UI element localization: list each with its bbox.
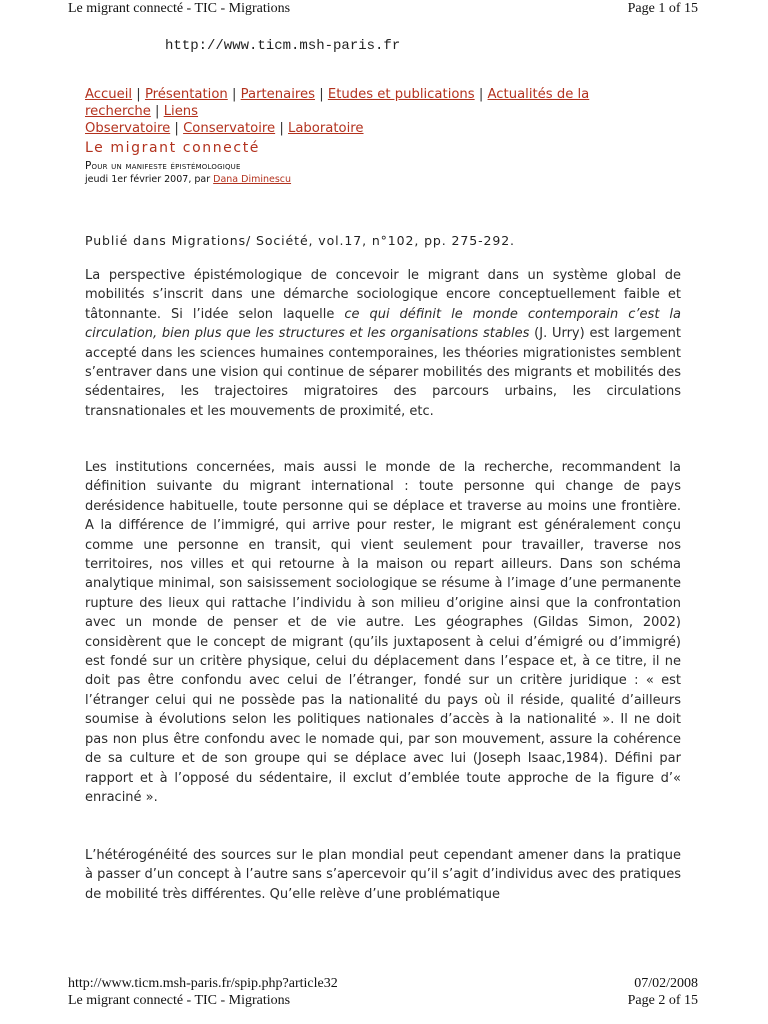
nav-link-laboratoire[interactable]: Laboratoire: [288, 121, 364, 136]
article-title: Le migrant connecté: [85, 140, 261, 156]
paragraph-1-text-b: (J. Urry) est largement accepté dans les sciences humaines contemporaines, les théories migrationistes semblent s’entraver dans une vision qui continue de séparer mobilités des migrants et mobilités des sédentaires, les trajectoires migratoires des parcours urbains, les circulations transnationales et les mouvements de proximité, etc.: [85, 326, 681, 419]
print-footer-page-number: Page 2 of 15: [627, 993, 698, 1008]
print-footer-title: Le migrant connecté - TIC - Migrations: [68, 993, 291, 1008]
nav-link-presentation[interactable]: Présentation: [144, 87, 228, 102]
article-subtitle: Pour un manifeste épistémologique: [85, 160, 241, 172]
nav-separator: |: [155, 104, 160, 119]
nav-separator: |: [319, 87, 324, 102]
print-header-page-number: Page 1 of 15: [627, 1, 698, 16]
nav-link-accueil[interactable]: Accueil: [85, 87, 133, 102]
paragraph-2: Les institutions concernées, mais aussi le monde de la recherche, recommandent la définition suivante du migrant international : toute personne qui change de pays derésidence habituelle, toute personne qui se déplace et traverse au moins une frontière. A la différence de l’immigré, qui arrive pour rester, le migrant est généralement conçu comme une personne en transit, qui vient seulement pour travailler, traverse nos territoires, nos villes et qui retourne à la maison ou repart ailleurs. Dans son schéma analytique minimal, son saisissement sociologique se résume à l’image d’une permanente rupture des lieux qui rattache l’individu à son milieu d’origine ainsi que la confrontation avec un monde de penser et de vie autre. Les géographes (Gildas Simon, 2002) considèrent que le concept de migrant (qu’ils juxtaposent à celui d’émigré ou d’immigré) est fondé sur un critère physique, celui du déplacement dans l’espace et, à ce titre, il ne doit pas être confondu avec celui de l’étranger, fondé sur un critère juridique : « est l’étranger celui qui ne possède pas la nationalité du pays où il réside, qualité d’ailleurs soumise à évolutions selon les politiques nationales d’accès à la nationalité ». Il ne doit pas non plus être confondu avec le nomade qui, par son mouvement, assure la cohérence de sa culture et de son groupe qui se déplace avec lui (Joseph Isaac,1984). Défini par rapport et à l’opposé du sédentaire, il exclut d’emblée toute approche de la figure d’« enraciné ».: [85, 460, 681, 805]
nav-separator: |: [478, 87, 484, 102]
print-footer-url: http://www.ticm.msh-paris.fr/spip.php?article32: [68, 976, 338, 991]
nav-separator: |: [279, 121, 284, 136]
print-footer-date: 07/02/2008: [634, 976, 698, 991]
nav-link-observatoire[interactable]: Observatoire: [85, 121, 171, 136]
paragraph-1-quote: ce qui définit le monde contemporain c’est la circulation, bien plus que les structures et les organisations stables: [85, 306, 681, 342]
article-date: jeudi 1er février 2007, par: [85, 174, 214, 185]
print-header-title: Le migrant connecté - TIC - Migrations: [68, 1, 291, 16]
nav-separator: |: [136, 87, 141, 102]
paragraph-3: L’hétérogénéité des sources sur le plan mondial peut cependant amener dans la pratique à passer d’un concept à l’autre sans s’apercevoir qu’il s’agit d’individus avec des pratiques de mobilité très différentes. Qu’elle relève d’une problématique: [85, 848, 681, 902]
nav-link-conservatoire[interactable]: Conservatoire: [183, 121, 276, 136]
nav-separator: |: [231, 87, 237, 102]
author-link[interactable]: Dana Diminescu: [213, 174, 292, 185]
nav-link-partenaires[interactable]: Partenaires: [240, 87, 316, 102]
paragraph-1-text-a: La perspective épistémologique de concevoir le migrant dans un système global de mobilités s’inscrit dans une démarche sociologique encore conceptuellement faible et tâtonnante. Si l’idée selon laquelle: [85, 268, 681, 322]
site-url: http://www.ticm.msh-paris.fr: [165, 38, 401, 54]
paragraph-1: [85, 266, 681, 421]
nav-link-liens[interactable]: Liens: [163, 104, 199, 119]
article-dateline: [85, 174, 291, 185]
nav-link-actualites[interactable]: Actualités de la recherche: [85, 87, 590, 119]
nav-link-etudes[interactable]: Etudes et publications: [327, 87, 475, 102]
nav-separator: |: [174, 121, 179, 136]
site-navigation: [85, 86, 645, 137]
publication-reference: Publié dans Migrations/ Société, vol.17, n°102, pp. 275-292.: [85, 233, 515, 248]
